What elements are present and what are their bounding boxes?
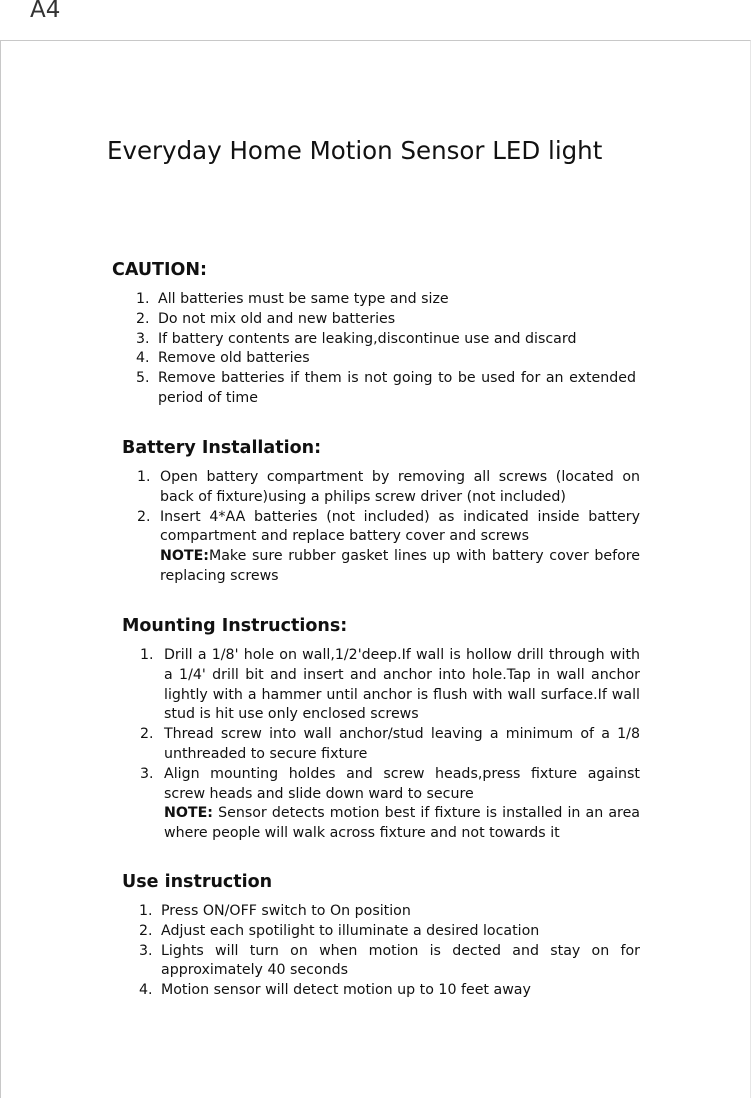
use-item: 3. Lights will turn on when motion is dected and stay on for approximately 40 seconds [139, 942, 640, 979]
caution-section [0, 260, 753, 409]
battery-list [137, 468, 640, 587]
battery-item: 2. Insert 4*AA batteries (not included) as indicated inside battery compartment and replace battery cover and screws NOTE:Make sure rubber gasket lines up with battery cover before replacing screws [137, 508, 640, 587]
use-list [139, 902, 640, 1001]
mounting-list [140, 646, 640, 844]
page-size-label: A4 [30, 0, 61, 23]
battery-item: 1. Open battery compartment by removing all screws (located on back of fixture)using a philips screw driver (not included) [137, 469, 640, 505]
use-item: 2. Adjust each spotilight to illuminate a desired location [139, 922, 540, 939]
battery-heading: Battery Installation: [122, 438, 322, 458]
use-item: 1. Press ON/OFF switch to On position [139, 903, 411, 919]
caution-list [136, 290, 646, 409]
battery-section [0, 438, 753, 587]
caution-item: 2. Do not mix old and new batteries [136, 310, 396, 327]
mounting-heading: Mounting Instructions: [122, 616, 348, 636]
use-item: 4. Motion sensor will detect motion up to 10 feet away [139, 982, 531, 999]
use-section [0, 872, 753, 1001]
caution-item: 4. Remove old batteries [136, 350, 310, 367]
mounting-note: NOTE: Sensor detects motion best if fixture is installed in an area where people will walk across fixture and not towards it [164, 805, 640, 842]
mounting-item: 2. Thread screw into wall anchor/stud leaving a minimum of a 1/8 unthreaded to secure fixture [140, 726, 640, 762]
caution-item: 5. Remove batteries if them is not going to be used for an extended period of time [136, 370, 636, 406]
caution-heading: CAUTION: [112, 260, 208, 280]
caution-item: 1. All batteries must be same type and size [136, 291, 449, 307]
use-heading: Use instruction [122, 872, 273, 892]
document-title: Everyday Home Motion Sensor LED light [107, 136, 603, 165]
battery-note: NOTE:Make sure rubber gasket lines up with battery cover before replacing screws [160, 548, 640, 584]
mounting-item: 3. Align mounting holdes and screw heads,press fixture against screw heads and slide down ward to secure NOTE: Sensor detects motion best if fixture is installed in an area where people will walk across fixture and not towards it [140, 765, 640, 844]
mounting-section [0, 616, 753, 844]
caution-item: 3. If battery contents are leaking,discontinue use and discard [136, 330, 577, 347]
mounting-item: 1. Drill a 1/8' hole on wall,1/2'deep.If wall is hollow drill through with a 1/4' drill bit and insert and anchor into hole.Tap in wall anchor lightly with a hammer until anchor is flush with wall surface.If wall stud is hit use only enclosed screws [140, 647, 640, 723]
